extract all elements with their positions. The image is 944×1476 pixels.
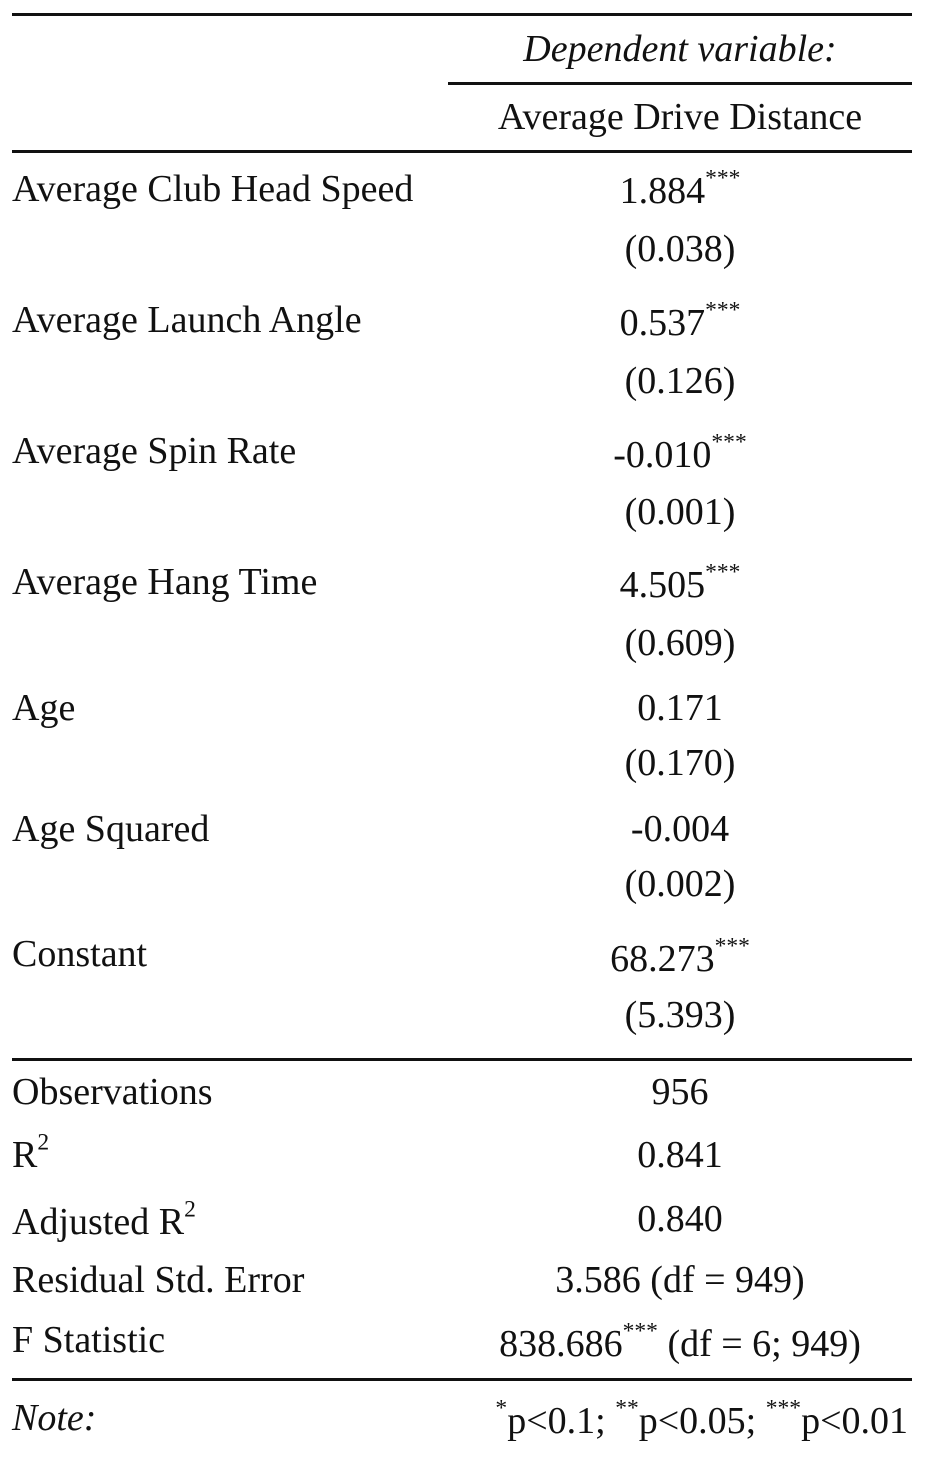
stat-value: 956 bbox=[651, 1071, 709, 1113]
row-coefficient: -0.010*** bbox=[613, 429, 747, 476]
stat-value: 838.686*** (df = 6; 949) bbox=[499, 1318, 861, 1365]
stats-rule bbox=[12, 1058, 912, 1061]
stat-label: F Statistic bbox=[12, 1319, 166, 1361]
row-std-error: (0.002) bbox=[624, 863, 736, 905]
dependent-rule bbox=[448, 82, 912, 85]
row-coefficient: 4.505*** bbox=[619, 559, 741, 606]
row-label: Age Squared bbox=[12, 808, 210, 850]
row-coefficient: 0.537*** bbox=[619, 297, 741, 344]
row-label: Average Hang Time bbox=[12, 561, 318, 603]
significance-note: *p<0.1; **p<0.05; ***p<0.01 bbox=[495, 1395, 908, 1442]
row-coefficient: 0.171 bbox=[637, 687, 723, 729]
row-std-error: (0.001) bbox=[624, 491, 736, 533]
row-label: Age bbox=[12, 687, 76, 729]
significance-stars: *** bbox=[705, 559, 741, 586]
row-coefficient: 68.273*** bbox=[610, 933, 750, 980]
row-label: Average Club Head Speed bbox=[12, 168, 414, 210]
row-label: Constant bbox=[12, 933, 148, 975]
significance-stars: *** bbox=[705, 297, 741, 324]
stat-label: Adjusted $R^2$ bbox=[12, 1196, 196, 1243]
stat-label: $R^2$ bbox=[12, 1129, 50, 1176]
row-coefficient: -0.004 bbox=[630, 808, 730, 850]
note-rule bbox=[12, 1378, 912, 1381]
row-std-error: (0.126) bbox=[624, 360, 736, 402]
significance-stars: *** bbox=[711, 429, 747, 456]
row-label: Average Spin Rate bbox=[12, 430, 297, 472]
row-label: Average Launch Angle bbox=[12, 299, 362, 341]
stat-label: Observations bbox=[12, 1071, 213, 1113]
note-label: Note: bbox=[12, 1397, 97, 1439]
row-std-error: (5.393) bbox=[624, 994, 736, 1036]
stat-value: 0.840 bbox=[637, 1198, 723, 1240]
stat-value: 3.586 (df = 949) bbox=[555, 1259, 805, 1301]
significance-stars: *** bbox=[622, 1318, 658, 1345]
top-rule bbox=[12, 13, 912, 16]
row-std-error: (0.609) bbox=[624, 622, 736, 664]
dependent-variable-name: Average Drive Distance bbox=[497, 96, 863, 138]
dependent-variable-label: Dependent variable: bbox=[523, 28, 837, 70]
significance-stars: *** bbox=[705, 165, 741, 192]
row-std-error: (0.038) bbox=[624, 228, 736, 270]
row-coefficient: 1.884*** bbox=[619, 165, 741, 212]
header-rule bbox=[12, 150, 912, 153]
stat-label: Residual Std. Error bbox=[12, 1259, 305, 1301]
significance-stars: *** bbox=[714, 933, 750, 960]
stat-value: 0.841 bbox=[637, 1134, 723, 1176]
row-std-error: (0.170) bbox=[624, 742, 736, 784]
